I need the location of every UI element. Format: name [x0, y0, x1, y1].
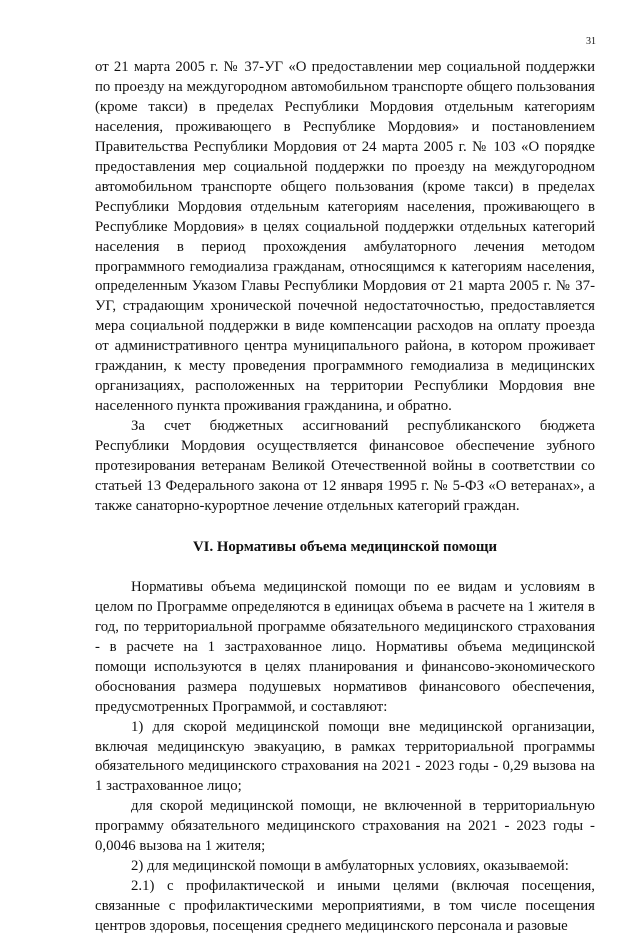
section-heading: VI. Нормативы объема медицинской помощи	[193, 538, 497, 555]
list-item-preventive: 2.1) с профилактической и иными целями (включая посещения, связанные с профилактическими мероприятиями, в том числе посещения центров здоровья, посещения среднего медицинского персонала и разовые	[95, 878, 595, 935]
list-item-outpatient: 2) для медицинской помощи в амбулаторных условиях, оказываемой:	[131, 858, 569, 875]
page-number: 31	[586, 36, 596, 47]
document-body	[95, 58, 595, 937]
paragraph-dental-prosthetics: За счет бюджетных ассигнований республиканского бюджета Республики Мордовия осуществляется финансовое обеспечение зубного протезирования ветеранам Великой Отечественной войны в соответствии со статьей 13 Федерального закона от 12 января 1995 г. № 5-ФЗ «О ветеранах», а также санаторно-курортное лечение отдельных категорий граждан.	[95, 418, 595, 514]
list-item-ambulance: 1) для скорой медицинской помощи вне медицинской организации, включая медицинскую эвакуацию, в рамках территориальной программы обязательного медицинского страхования на 2021 - 2023 годы - 0,29 вызова на 1 застрахованное лицо;	[95, 718, 595, 795]
paragraph-volume-norms: Нормативы объема медицинской помощи по ее видам и условиям в целом по Программе определяются в единицах объема в расчете на 1 жителя в год, по территориальной программе обязательного медицинского страхования - в расчете на 1 застрахованное лицо. Нормативы объема медицинской помощи используются в целях планирования и финансово-экономического обоснования размера подушевых нормативов финансового обеспечения, предусмотренных Программой, и составляют:	[95, 578, 595, 715]
paragraph-social-support-travel: от 21 марта 2005 г. № 37-УГ «О предоставлении мер социальной поддержки по проезду на междугородном автомобильном транспорте общего пользования (кроме такси) в пределах Республики Мордовия отдельным категориям населения, проживающего в Республике Мордовия» и постановлением Правительства Республики Мордовия от 24 марта 2005 г. № 103 «О порядке предоставления мер социальной поддержки по проезду на междугородном автомобильном транспорте общего пользования (кроме такси) в пределах Республики Мордовия отдельным категориям населения, проживающего в Республике Мордовия» в целях социальной поддержки отдельных категорий населения в период прохождения амбулаторного лечения методом программного гемодиализа гражданам, относящимся к категориям населения, определенным Указом Главы Республики Мордовия от 21 марта 2005 г. № 37-УГ, страдающим хронической почечной недостаточностью, предоставляется мера социальной поддержки в виде компенсации расходов на оплату проезда от административного центра муниципального района, в котором проживает гражданин, к месту проведения программного гемодиализа в медицинских организациях, расположенных на территории Республики Мордовия вне населенного пункта проживания гражданина, и обратно.	[95, 59, 595, 415]
list-item-ambulance-non-oms: для скорой медицинской помощи, не включенной в территориальную программу обязательного медицинского страхования на 2021 - 2023 годы - 0,0046 вызова на 1 жителя;	[95, 798, 595, 855]
